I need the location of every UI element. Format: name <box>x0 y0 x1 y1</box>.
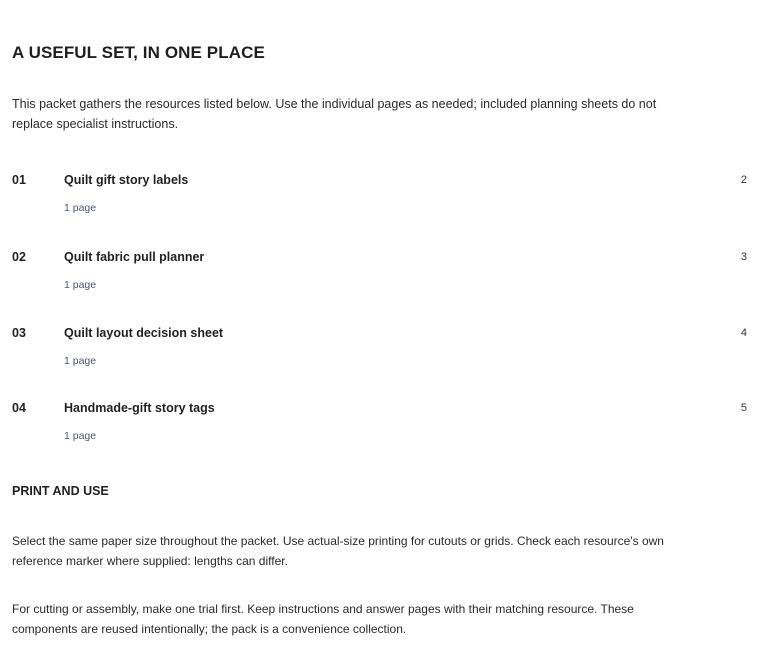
toc-item[interactable] <box>12 250 748 310</box>
toc-item-page-count: 1 page <box>64 279 97 291</box>
toc-item[interactable] <box>12 173 748 233</box>
toc-item-page-number: 5 <box>740 402 747 414</box>
assembly-instructions-paragraph: For cutting or assembly, make one trial first. Keep instructions and answer pages with their matching resource. These components are reused intentionally; the pack is a convenience collection. <box>12 602 634 636</box>
toc-item-title: Quilt fabric pull planner <box>64 250 205 264</box>
toc-item-page-count: 1 page <box>64 202 97 214</box>
toc-item-number: 01 <box>12 173 26 187</box>
toc-item-page-count: 1 page <box>64 355 97 367</box>
toc-item-title: Quilt layout decision sheet <box>64 326 224 340</box>
toc-item-title: Quilt gift story labels <box>64 173 189 187</box>
page-title: A USEFUL SET, IN ONE PLACE <box>12 43 265 62</box>
print-and-use-heading: PRINT AND USE <box>12 484 109 498</box>
toc-item-number: 02 <box>12 250 26 264</box>
toc-item[interactable] <box>12 326 748 386</box>
toc-item-number: 03 <box>12 326 26 340</box>
toc-item[interactable] <box>12 401 748 461</box>
toc-item-page-number: 4 <box>740 327 747 339</box>
toc-item-page-number: 2 <box>740 174 747 186</box>
intro-paragraph: This packet gathers the resources listed below. Use the individual pages as needed; included planning sheets do not replace specialist instructions. <box>12 97 657 131</box>
toc-item-title: Handmade-gift story tags <box>64 401 215 415</box>
print-instructions-paragraph: Select the same paper size throughout the packet. Use actual-size printing for cutouts or grids. Check each resource's own reference marker where supplied: lengths can differ. <box>12 534 664 568</box>
toc-item-page-number: 3 <box>740 251 747 263</box>
toc-item-number: 04 <box>12 401 26 415</box>
toc-item-page-count: 1 page <box>64 430 97 442</box>
